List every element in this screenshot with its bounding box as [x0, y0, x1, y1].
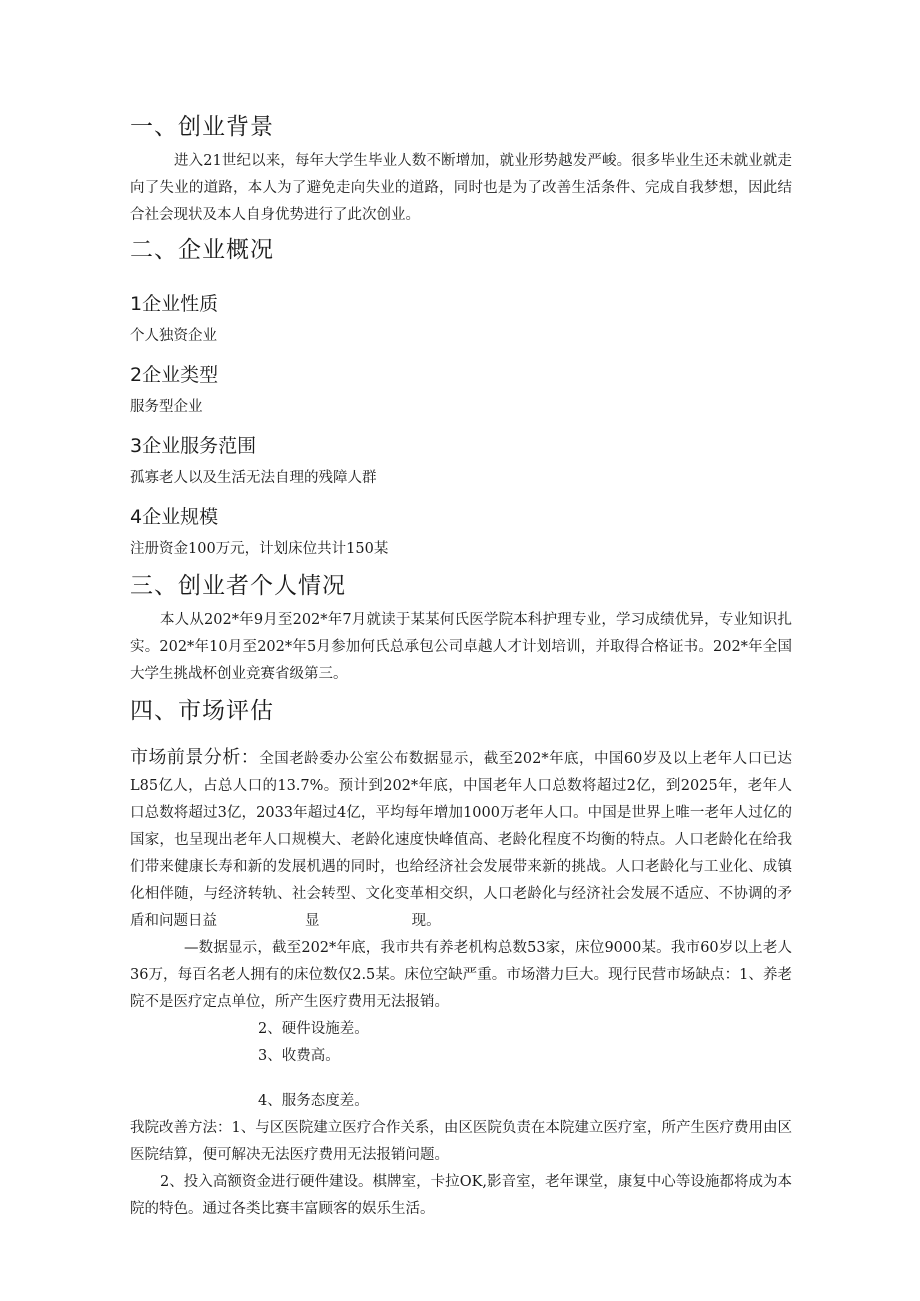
shortcoming-item-2: 2、硬件设施差。 — [258, 1021, 369, 1037]
type-text: 服务型企业 — [130, 399, 203, 415]
market-analysis-lead: 市场前景分析： — [130, 747, 260, 768]
section-title-founder: 三、创业者个人情况 — [130, 573, 346, 599]
founder-paragraph: 本人从202*年9月至202*年7月就读于某某何氏医学院本科护理专业，学习成绩优异，专业知识扎实。202*年10月至202*年5月参加何氏总承包公司卓越人才计划培训，并取得合格证书。202*年全国大学生挑战杯创业竞赛省级第三。 — [130, 612, 792, 682]
market-analysis-text: 全国老龄委办公室公布数据显示，截至202*年底，中国60岁及以上老年人口已达L85亿人，占总人口的13.7%。预计到202*年底，中国老年人口总数将超过2亿，到2025年，老年人口总数将超过3亿，2033年超过4亿，平均每年增加1000万老年人口。中国是世界上唯一老年人过亿的国家，也呈现出老年人口规模大、老龄化速度快峰值高、老龄化程度不均衡的特点。人口老龄化在给我们带来健康长寿和新的发展机遇的同时，也给经济社会发展带来新的挑战。人口老龄化与工业化、成镇化相伴随，与经济转轨、社会转型、文化变革相交织，人口老龄化与经济社会发展不适应、不协调的矛盾和问题日益 — [130, 751, 793, 929]
scale-text: 注册资金100万元，计划床位共计150某 — [130, 541, 389, 557]
document-page — [130, 112, 792, 1223]
scope-text: 孤寡老人以及生活无法自理的残障人群 — [130, 470, 377, 486]
improvement-paragraph-2: 2、投入高额资金进行硬件建设。棋牌室，卡拉OK,影音室，老年课堂，康复中心等设施都将成为本院的特色。通过各类比赛丰富顾客的娱乐生活。 — [130, 1174, 792, 1217]
subheading-scale: 4企业规模 — [130, 506, 219, 528]
section-title-market: 四、市场评估 — [130, 698, 274, 724]
subheading-type: 2企业类型 — [130, 364, 219, 386]
shortcoming-item-3: 3、收费高。 — [258, 1048, 340, 1064]
section-title-background: 一、创业背景 — [130, 114, 274, 140]
subheading-scope: 3企业服务范围 — [130, 435, 257, 457]
improvement-paragraph-1: 我院改善方法：1、与区医院建立医疗合作关系，由区医院负责在本院建立医疗室，所产生医疗费用由区医院结算，便可解决无法医疗费用无法报销问题。 — [130, 1120, 792, 1163]
subheading-nature: 1企业性质 — [130, 293, 219, 315]
local-data-paragraph: —数据显示，截至202*年底，我市共有养老机构总数53家，床位9000某。我市60岁以上老人36万，每百名老人拥有的床位数仅2.5某。床位空缺严重。市场潜力巨大。现行民营市场缺点：1、养老院不是医疗定点单位，所产生医疗费用无法报销。 — [130, 940, 792, 1010]
section-title-overview: 二、企业概况 — [130, 237, 274, 263]
market-analysis-paragraph — [130, 744, 792, 935]
market-analysis-end: 显 现。 — [305, 913, 441, 929]
shortcoming-item-4: 4、服务态度差。 — [258, 1093, 369, 1109]
nature-text: 个人独资企业 — [130, 328, 217, 344]
background-paragraph: 进入21世纪以来，每年大学生毕业人数不断增加，就业形势越发严峻。很多毕业生还未就业就走向了失业的道路，本人为了避免走向失业的道路，同时也是为了改善生活条件、完成自我梦想，因此结合社会现状及本人自身优势进行了此次创业。 — [130, 153, 792, 223]
